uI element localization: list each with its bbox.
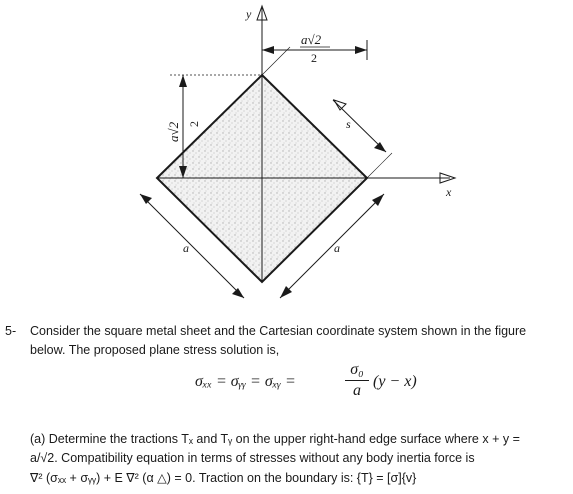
s-label: s <box>346 117 351 131</box>
stress-solution-equation <box>195 355 455 405</box>
top-dimension-arrow-left <box>262 46 274 54</box>
top-dimension-numerator: a√2 <box>301 32 322 47</box>
part-a-text-line2: a/√2. Compatibility equation in terms of stresses without any body inertia force is <box>30 451 475 465</box>
equation-fraction-bar <box>345 380 369 381</box>
question-text-line1: Consider the square metal sheet and the Cartesian coordinate system shown in the figure <box>30 324 527 338</box>
y-axis-label: y <box>246 7 252 21</box>
question-text-line2: below. The proposed plane stress solution is, <box>30 343 280 357</box>
lower-left-side-label: a <box>183 241 189 255</box>
s-arrowhead <box>334 100 346 110</box>
lower-left-arrow-top <box>140 194 152 204</box>
x-axis-label: x <box>446 185 452 199</box>
left-dimension-numerator: a√2 <box>166 121 181 142</box>
left-dimension-arrow-top <box>179 75 187 87</box>
left-dimension-denominator: 2 <box>187 121 201 127</box>
s-end-arrow <box>374 142 386 152</box>
part-a-text-line1: (a) Determine the tractions Tₓ and Tᵧ on the upper right-hand edge surface where x + y = <box>30 432 520 446</box>
top-dimension-denominator: 2 <box>311 51 317 65</box>
s-extension-line-bottom <box>367 153 392 178</box>
lower-left-arrow-bottom <box>232 288 244 298</box>
equation-fraction-numerator: σ₀ <box>350 361 364 378</box>
lower-right-side-label: a <box>334 241 340 255</box>
question-number: 5- <box>5 324 17 338</box>
equation-fraction <box>345 361 369 400</box>
equation-fraction-denominator: a <box>353 382 361 399</box>
equation-lhs: σₓₓ = σᵧᵧ = σₓᵧ = <box>195 373 296 390</box>
part-a-text-line3: ∇² (σₓₓ + σᵧᵧ) + E ∇² (α △) = 0. Traction on the boundary is: {T} = [σ]{v} <box>30 471 417 485</box>
equation-rhs: (y − x) <box>373 373 417 390</box>
top-dimension-arrow-right <box>355 46 367 54</box>
